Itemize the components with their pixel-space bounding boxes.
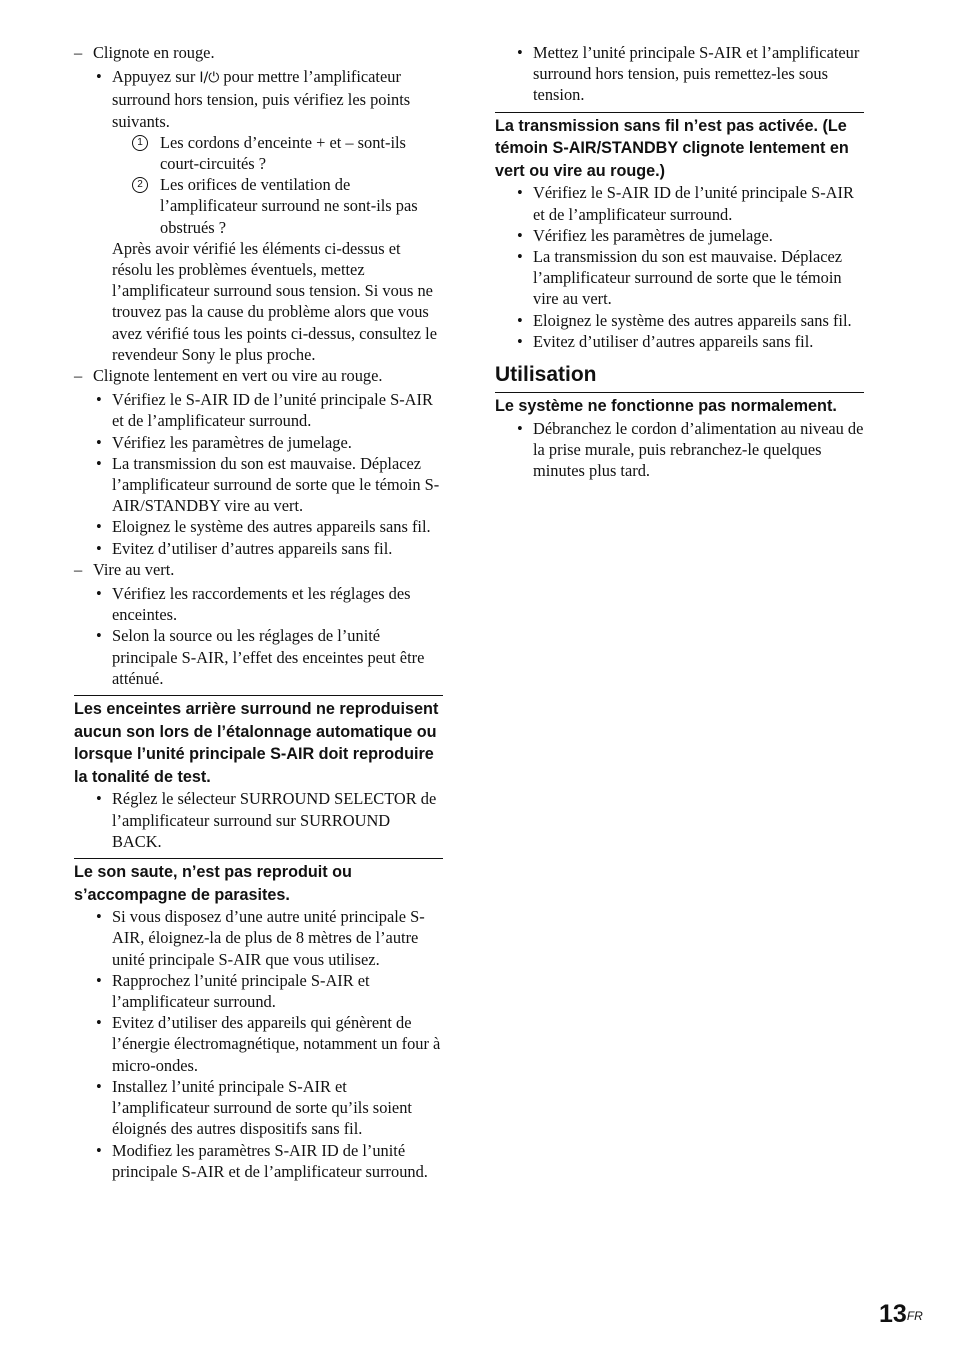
- list-item: • Evitez d’utiliser des appareils qui génèrent de l’énergie électromagnétique, notamment un four à micro-ondes.: [74, 1012, 443, 1076]
- circled-number-1-icon: 1: [132, 135, 148, 151]
- section-divider: [74, 695, 443, 788]
- section-divider: [74, 858, 443, 906]
- list-item: • Rapprochez l’unité principale S-AIR et l’amplificateur surround.: [74, 970, 443, 1012]
- after-check-paragraph: Après avoir vérifié les éléments ci-dessus et résolu les problèmes éventuels, mettez l’amplificateur surround sous tension. Si vous ne trouvez pas la cause du problème alors que vous avez vérifié tous les points ci-dessus, consultez le revendeur Sony le plus proche.: [112, 238, 437, 364]
- power-icon: I/⏻: [199, 70, 220, 87]
- list-item: • Si vous disposez d’une autre unité principale S-AIR, éloignez-la de plus de 8 mètres de l’autre unité principale S-AIR que vous utilisez.: [74, 906, 443, 970]
- list-item: • Evitez d’utiliser d’autres appareils sans fil.: [495, 331, 864, 352]
- status-slow-green-blink: – Clignote lentement en vert ou vire au rouge.: [74, 365, 443, 386]
- page-language-suffix: FR: [906, 1309, 923, 1323]
- power-off-instruction: [74, 66, 443, 132]
- problem-heading-wireless: La transmission sans fil n’est pas activée. (Le témoin S-AIR/STANDBY clignote lentement en vert ou vire au rouge.): [495, 116, 849, 180]
- list-item: • Réglez le sélecteur SURROUND SELECTOR de l’amplificateur surround sur SURROUND BACK.: [74, 788, 443, 852]
- check-item-text: Les orifices de ventilation de l’amplificateur surround ne sont-ils pas obstrués ?: [160, 175, 418, 237]
- list-item: • Evitez d’utiliser d’autres appareils sans fil.: [74, 538, 443, 559]
- list-item: • La transmission du son est mauvaise. Déplacez l’amplificateur surround de sorte que le témoin vire au vert.: [495, 246, 864, 310]
- instruction-text-post: pour mettre l’amplificateur surround hors tension, puis vérifiez les points suivants.: [112, 67, 411, 131]
- page-number-value: 13: [879, 1300, 907, 1328]
- list-item: • Vérifiez le S-AIR ID de l’unité principale S-AIR et de l’amplificateur surround.: [74, 389, 443, 431]
- list-item: • Débranchez le cordon d’alimentation au niveau de la prise murale, puis rebranchez-le quelques minutes plus tard.: [495, 418, 864, 482]
- right-column: [495, 42, 864, 481]
- check-item-2: [74, 174, 443, 238]
- problem-heading-rear-speakers: Les enceintes arrière surround ne reproduisent aucun son lors de l’étalonnage automatique ou lorsque l’unité principale S-AIR doit reproduire la tonalité de test.: [74, 700, 439, 786]
- page-number: [879, 1300, 923, 1328]
- list-item: • Vérifiez le S-AIR ID de l’unité principale S-AIR et de l’amplificateur surround.: [495, 182, 864, 224]
- problem-heading-system: Le système ne fonctionne pas normalement.: [495, 397, 837, 416]
- list-item: • Installez l’unité principale S-AIR et l’amplificateur surround de sorte qu’ils soient éloignés des autres dispositifs sans fil.: [74, 1076, 443, 1140]
- check-item-text: Les cordons d’enceinte + et – sont-ils court-circuités ?: [160, 132, 406, 174]
- list-item: • Eloignez le système des autres appareils sans fil.: [495, 310, 864, 331]
- list-item: • Vérifiez les raccordements et les réglages des enceintes.: [74, 583, 443, 625]
- list-item: • La transmission du son est mauvaise. Déplacez l’amplificateur surround de sorte que le témoin S-AIR/STANDBY vire au vert.: [74, 453, 443, 517]
- section-title-utilisation: Utilisation: [495, 362, 864, 393]
- list-item: • Selon la source ou les réglages de l’unité principale S-AIR, l’effet des enceintes peut être atténué.: [74, 625, 443, 689]
- check-item-1: [74, 132, 443, 174]
- problem-heading-sound-skips: Le son saute, n’est pas reproduit ou s’accompagne de parasites.: [74, 863, 352, 904]
- list-item: • Eloignez le système des autres appareils sans fil.: [74, 516, 443, 537]
- list-item: • Vérifiez les paramètres de jumelage.: [74, 432, 443, 453]
- status-red-blink: – Clignote en rouge.: [74, 42, 443, 63]
- list-item: • Modifiez les paramètres S-AIR ID de l’unité principale S-AIR et de l’amplificateur surround.: [74, 1140, 443, 1182]
- status-green: – Vire au vert.: [74, 559, 443, 580]
- section-divider: [495, 112, 864, 183]
- list-item: • Vérifiez les paramètres de jumelage.: [495, 225, 864, 246]
- left-column: [74, 42, 443, 1182]
- instruction-text-pre: Appuyez sur: [112, 67, 200, 87]
- circled-number-2-icon: 2: [132, 177, 148, 193]
- list-item: • Mettez l’unité principale S-AIR et l’amplificateur surround hors tension, puis remettez-les sous tension.: [495, 42, 864, 106]
